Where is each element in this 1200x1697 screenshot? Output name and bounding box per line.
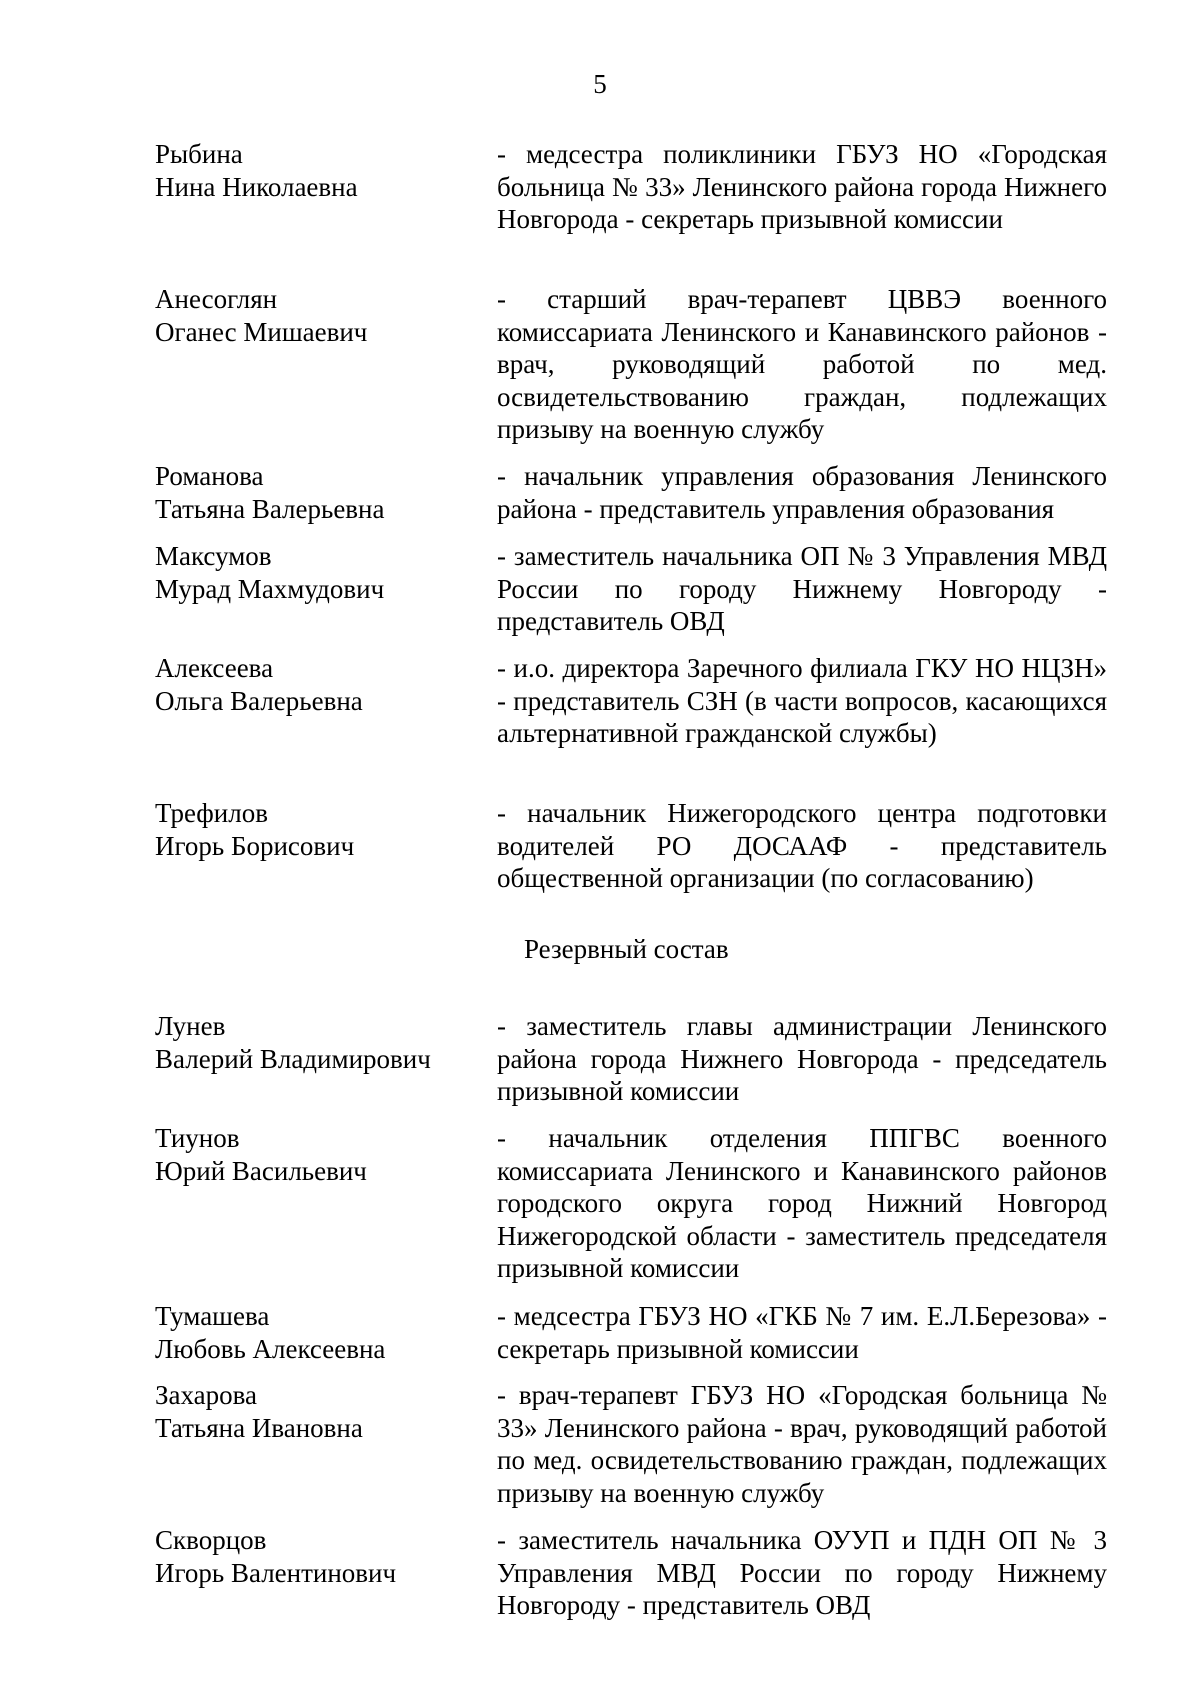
page-number: 5 xyxy=(593,69,607,99)
member-name xyxy=(155,1010,475,1075)
member-given-name: Нина Николаевна xyxy=(155,171,358,202)
member-surname: Максумов xyxy=(155,541,272,571)
member-role: - начальник отделения ППГВС военного комиссариата Ленинского и Канавинского районов городского округа город Нижний Новгород Нижегородской области - заместитель председателя призывной комиссии xyxy=(497,1123,1107,1283)
member-given-name: Юрий Васильевич xyxy=(155,1155,367,1186)
member-given-name: Валерий Владимирович xyxy=(155,1043,431,1074)
member-role: - начальник управления образования Ленинского района - представитель управления образования xyxy=(497,461,1107,524)
member-given-name: Оганес Мишаевич xyxy=(155,316,368,347)
member-role: - медсестра поликлиники ГБУЗ НО «Городская больница № 33» Ленинского района города Нижнего Новгорода - секретарь призывной комиссии xyxy=(497,139,1107,234)
member-given-name: Татьяна Валерьевна xyxy=(155,493,385,524)
member-role: - заместитель начальника ОП № 3 Управления МВД России по городу Нижнему Новгороду - представитель ОВД xyxy=(497,541,1107,636)
member-surname: Анесоглян xyxy=(155,284,278,314)
member-given-name: Игорь Борисович xyxy=(155,830,355,861)
member-surname: Лунев xyxy=(155,1011,226,1041)
member-name xyxy=(155,652,475,717)
member-surname: Трефилов xyxy=(155,798,268,828)
member-name xyxy=(155,1122,475,1187)
member-role: - старший врач-терапевт ЦВВЭ военного комиссариата Ленинского и Канавинского районов - врач, руководящий работой по мед. освидетельствованию граждан, подлежащих призыву на военную службу xyxy=(497,284,1107,444)
member-role: - медсестра ГБУЗ НО «ГКБ № 7 им. Е.Л.Березова» - секретарь призывной комиссии xyxy=(497,1301,1107,1364)
member-given-name: Любовь Алексеевна xyxy=(155,1333,386,1364)
member-name xyxy=(155,1300,475,1365)
member-surname: Романова xyxy=(155,461,264,491)
member-given-name: Ольга Валерьевна xyxy=(155,685,363,716)
member-surname: Скворцов xyxy=(155,1525,267,1555)
member-role: - и.о. директора Заречного филиала ГКУ НО НЦЗН» - представитель СЗН (в части вопросов, касающихся альтернативной гражданской службы) xyxy=(497,653,1107,748)
member-surname: Алексеева xyxy=(155,653,274,683)
member-surname: Захарова xyxy=(155,1380,258,1410)
member-name xyxy=(155,1379,475,1444)
member-surname: Тумашева xyxy=(155,1301,270,1331)
member-role: - врач-терапевт ГБУЗ НО «Городская больница № 33» Ленинского района - врач, руководящий работой по мед. освидетельствованию граждан, подлежащих призыву на военную службу xyxy=(497,1380,1107,1508)
member-name xyxy=(155,460,475,525)
member-role: - заместитель начальника ОУУП и ПДН ОП № 3 Управления МВД России по городу Нижнему Новгороду - представитель ОВД xyxy=(497,1525,1107,1620)
member-given-name: Игорь Валентинович xyxy=(155,1557,397,1588)
member-surname: Рыбина xyxy=(155,139,243,169)
member-name xyxy=(155,283,475,348)
member-name xyxy=(155,138,475,203)
member-name xyxy=(155,797,475,862)
member-name xyxy=(155,540,475,605)
reserve-heading: Резервный состав xyxy=(524,934,729,964)
member-given-name: Татьяна Ивановна xyxy=(155,1412,363,1443)
member-name xyxy=(155,1524,475,1589)
member-surname: Тиунов xyxy=(155,1123,240,1153)
member-role: - начальник Нижегородского центра подготовки водителей РО ДОСААФ - представитель общественной организации (по согласованию) xyxy=(497,798,1107,893)
member-role: - заместитель главы администрации Ленинского района города Нижнего Новгорода - председатель призывной комиссии xyxy=(497,1011,1107,1106)
member-given-name: Мурад Махмудович xyxy=(155,573,385,604)
